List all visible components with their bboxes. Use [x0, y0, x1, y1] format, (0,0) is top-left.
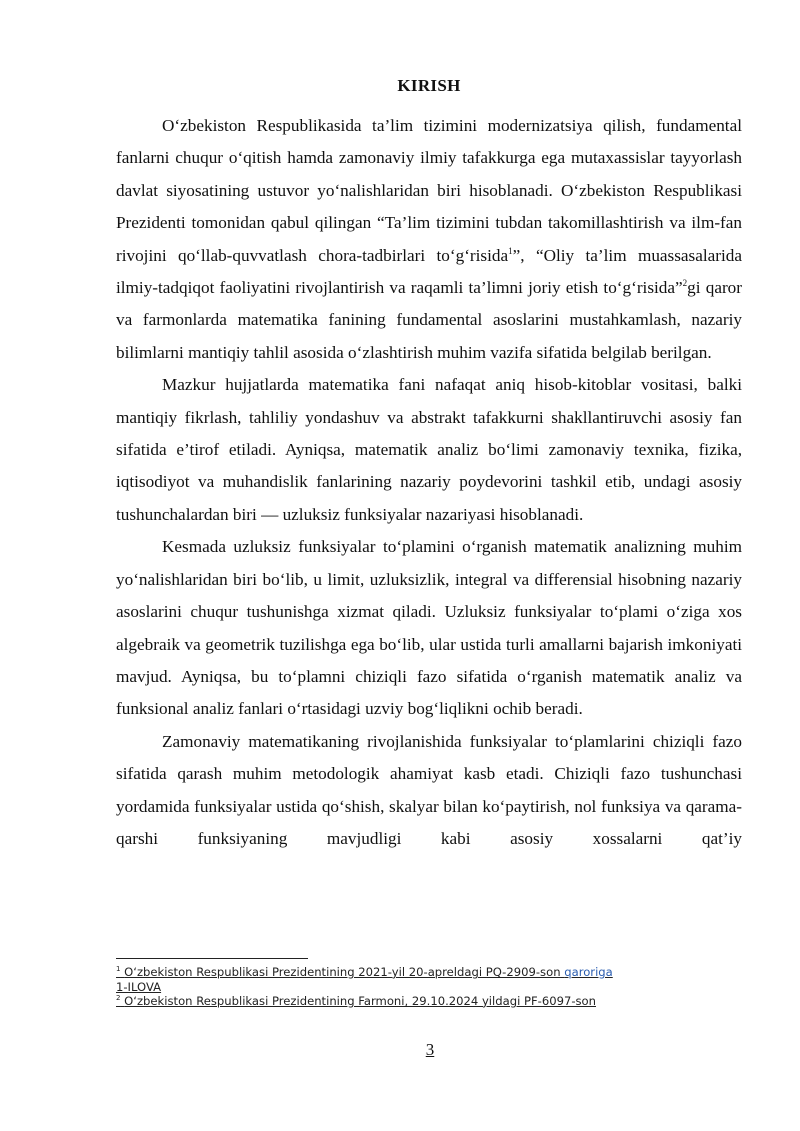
footnote-1-text: O‘zbekiston Respublikasi Prezidentining 2021-yil 20-apreldagi PQ-2909-son [124, 965, 561, 979]
footnote-1-mark: 1 [116, 965, 121, 973]
footnote-2-mark: 2 [116, 994, 121, 1002]
body-text [116, 110, 742, 855]
page-number: 3 [425, 1040, 435, 1059]
paragraph-1-part-a: O‘zbekiston Respublikasida ta’lim tizimini modernizatsiya qilish, fundamental fanlarni chuqur o‘qitish hamda zamonaviy ilmiy tafakkurga ega mutaxassislar tayyorlash davlat siyosatining ustuvor yo‘nalishlaridan biri hisoblanadi. O‘zbekiston Respublikasi Prezidenti tomonidan qabul qilingan “Ta’lim tizimini tubdan takomillashtirish va ilm-fan rivojini qo‘llab-quvvatlash chora-tadbirlari to‘g‘risida [116, 116, 742, 265]
footnote-1-link[interactable]: qaroriga [564, 965, 613, 979]
section-heading: KIRISH [397, 76, 461, 95]
footnotes [116, 965, 742, 1009]
paragraph-1-part-c: gi qaror va farmonlarda matematika fanining fundamental asoslarini mustahkamlash, nazariy bilimlarni mantiqiy tahlil asosida o‘zlashtirish muhim vazifa sifatida belgilab berilgan. [116, 278, 742, 362]
footnote-2 [116, 994, 742, 1009]
footnote-2-text: O‘zbekiston Respublikasi Prezidentining Farmoni, 29.10.2024 yildagi PF-6097-son [124, 994, 596, 1008]
paragraph-1-part-b: ”, “Oliy ta’lim muassasalarida ilmiy-tadqiqot faoliyatini rivojlantirish va raqamli ta’limni joriy etish to‘g‘risida” [116, 245, 742, 298]
paragraph-1 [116, 110, 742, 369]
paragraph-3: Kesmada uzluksiz funksiyalar to‘plamini o‘rganish matematik analizning muhim yo‘nalishlaridan biri bo‘lib, u limit, uzluksizlik, integral va differensial hisobning nazariy asoslarini chuqur tushunishga xizmat qiladi. Uzluksiz funksiyalar to‘plami o‘ziga xos algebraik va geometrik tuzilishga ega bo‘lib, ular ustida turli amallarni bajarish imkoniyati mavjud. Ayniqsa, bu to‘plamni chiziqli fazo sifatida o‘rganish matematik analiz va funksional analiz fanlari o‘rtasidagi uzviy bog‘liqlikni ochib beradi. [116, 537, 742, 719]
paragraph-4: Zamonaviy matematikaning rivojlanishida funksiyalar to‘plamlarini chiziqli fazo sifatida qarash muhim metodologik ahamiyat kasb etadi. Chiziqli fazo tushunchasi yordamida funksiyalar ustida qo‘shish, skalyar bilan ko‘paytirish, nol funksiya va qarama-qarshi funksiyaning mavjudligi kabi asosiy xossalarni qat’iy [116, 731, 742, 848]
footnote-separator [116, 958, 308, 959]
footnote-1-continuation: 1-ILOVA [116, 979, 162, 994]
footnote-1 [116, 965, 742, 980]
footnote-ref-1[interactable]: 1 [508, 245, 513, 256]
paragraph-2: Mazkur hujjatlarda matematika fani nafaqat aniq hisob-kitoblar vositasi, balki mantiqiy fikrlash, tahliliy yondashuv va abstrakt tafakkurni shakllantiruvchi asosiy fan sifatida e’tirof etiladi. Ayniqsa, matematik analiz bo‘limi zamonaviy texnika, fizika, iqtisodiyot va muhandislik fanlarining nazariy poydevorini tashkil etib, undagi asosiy tushunchalardan biri — uzluksiz funksiyalar nazariyasi hisoblanadi. [116, 375, 742, 524]
footnote-ref-2[interactable]: 2 [682, 278, 688, 289]
